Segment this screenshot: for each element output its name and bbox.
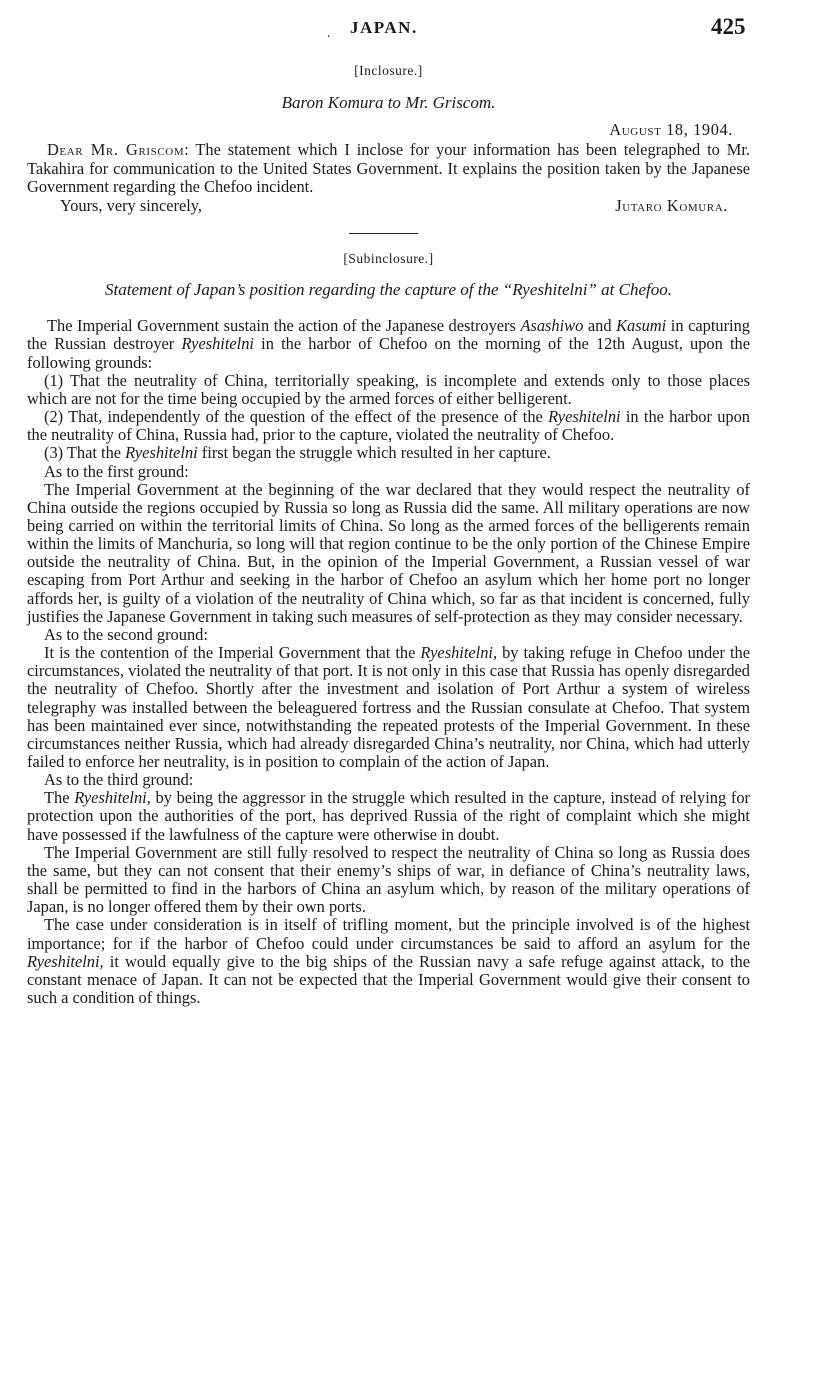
paragraph-third-ground: The Ryeshitelni, by being the aggressor in the struggle which resulted in the capture, instead of relying for protection upon the authorities of the port, has deprived Russia of the right of complaint which she might have possessed if the lawfulness of the capture were otherwise in doubt. bbox=[27, 788, 750, 844]
letter-closing: Yours, very sincerely, bbox=[60, 195, 203, 215]
paragraph-conclusion: The case under consideration is in itself of trifling moment, but the principle involved is of the highest importance; for if the harbor of Chefoo could under circumstances be said to afford an asylum for the Ryeshitelni, it would equally give to the big ships of the Russian navy a safe refuge against attack, to the constant menace of Japan. It can not be expected that the Imperial Government would give their consent to such a condition of things. bbox=[27, 915, 750, 1008]
second-ground-label: As to the second ground: bbox=[44, 624, 208, 644]
ground-2: (2) That, independently of the question of the effect of the presence of the Ryeshitelni in the harbor upon the neutrality of China, Russia had, prior to the capture, violated the neutrality of Chefoo. bbox=[27, 407, 750, 445]
letter-date: August 18, 1904. bbox=[609, 120, 733, 140]
running-head bbox=[0, 14, 821, 44]
ship-name: Ryeshitelni bbox=[181, 334, 254, 354]
statement-title: Statement of Japan’s position regarding the capture of the “Ryeshitelni” at Chefoo. bbox=[105, 280, 672, 300]
inclosure-label: [Inclosure.] bbox=[354, 63, 423, 78]
ship-name: Ryeshitelni bbox=[125, 443, 198, 463]
letter-text: : The statement which I inclose for your information has been telegraphed to Mr. Takahira for communication to the United States Government. It explains the position taken by the Japanese Government regarding the Chefoo incident. bbox=[27, 140, 750, 196]
letter-closing-row bbox=[27, 197, 750, 215]
letter-signature: Jutaro Komura. bbox=[615, 195, 728, 215]
first-ground-label: As to the first ground: bbox=[44, 461, 189, 481]
ship-name: Ryeshitelni, bbox=[74, 788, 151, 808]
section-divider bbox=[27, 233, 750, 234]
ship-name: Ryeshitelni bbox=[548, 407, 621, 427]
ship-name: Asashiwo bbox=[520, 316, 584, 336]
paragraph-second-ground: It is the contention of the Imperial Government that the Ryeshitelni, by taking refuge in Chefoo under the circumstances, violated the neutrality of that port. It is not only in this case that Russia has openly disregarded the neutrality of Chefoo. Shortly after the investment and isolation of Port Arthur a system of wireless telegraphy was installed between the beleaguered fortress and the Russian consulate at Chefoo. That system has been maintained ever since, notwithstanding the repeated protests of the Imperial Government. In these circumstances neither Russia, which had already disregarded China’s neutrality, nor China, which had utterly failed to enforce her neutrality, is in position to complain of the action of Japan. bbox=[27, 643, 750, 771]
ground-1: (1) That the neutrality of China, territorially speaking, is incomplete and extends only to those places which are not for the time being occupied by the armed forces of either belligerent. bbox=[27, 370, 750, 408]
stray-mark: . bbox=[327, 26, 331, 41]
paragraph-first-ground: The Imperial Government at the beginning of the war declared that they would respect the neutrality of China outside the regions occupied by Russia so long as Russia did the same. All military operations are now being carried on within the territorial limits of China. So long as the armed forces of the belligerents remain within the limits of Manchuria, so long will that region continue to be the only portion of the Chinese Empire outside the neutrality of China. But, in the opinion of the Imperial Government, a Russian vessel of war escaping from Port Arthur and seeking in the harbor of Chefoo an asylum which her home port no longer affords her, is guilty of a violation of the neutrality of China which, so far as that incident is concerned, fully justifies the Japanese Government in taking such measures of self-protection as they may consider necessary. bbox=[27, 479, 750, 626]
page-number: 425 bbox=[711, 14, 746, 39]
salutation: Dear Mr. Griscom bbox=[47, 140, 185, 160]
ship-name: Kasumi bbox=[616, 316, 667, 336]
letter-body bbox=[27, 141, 750, 195]
paragraph-resolve: The Imperial Government are still fully resolved to respect the neutrality of China so long as Russia does the same, but they can not consent that their enemy’s ships of war, in defiance of China’s neutrality laws, shall be permitted to find in the harbors of China an asylum which, by reason of the military operations of Japan, is no longer offered them by their own ports. bbox=[27, 842, 750, 917]
paragraph-intro: The Imperial Government sustain the action of the Japanese destroyers Asashiwo and Kasumi in capturing the Russian destroyer Ryeshitelni in the harbor of Chefoo on the morning of the 12th August, upon the following grounds: bbox=[27, 316, 751, 372]
ship-name: Ryeshitelni, bbox=[420, 643, 498, 663]
letter-heading: Baron Komura to Mr. Griscom. bbox=[281, 93, 496, 113]
third-ground-label: As to the third ground: bbox=[44, 770, 194, 790]
running-title: JAPAN. bbox=[350, 18, 418, 37]
page-body bbox=[27, 58, 750, 1007]
subinclosure-label: [Subinclosure.] bbox=[343, 251, 434, 267]
ship-name: Ryeshitelni, bbox=[27, 951, 104, 971]
ground-3: (3) That the Ryeshitelni first began the struggle which resulted in her capture. bbox=[44, 443, 551, 463]
